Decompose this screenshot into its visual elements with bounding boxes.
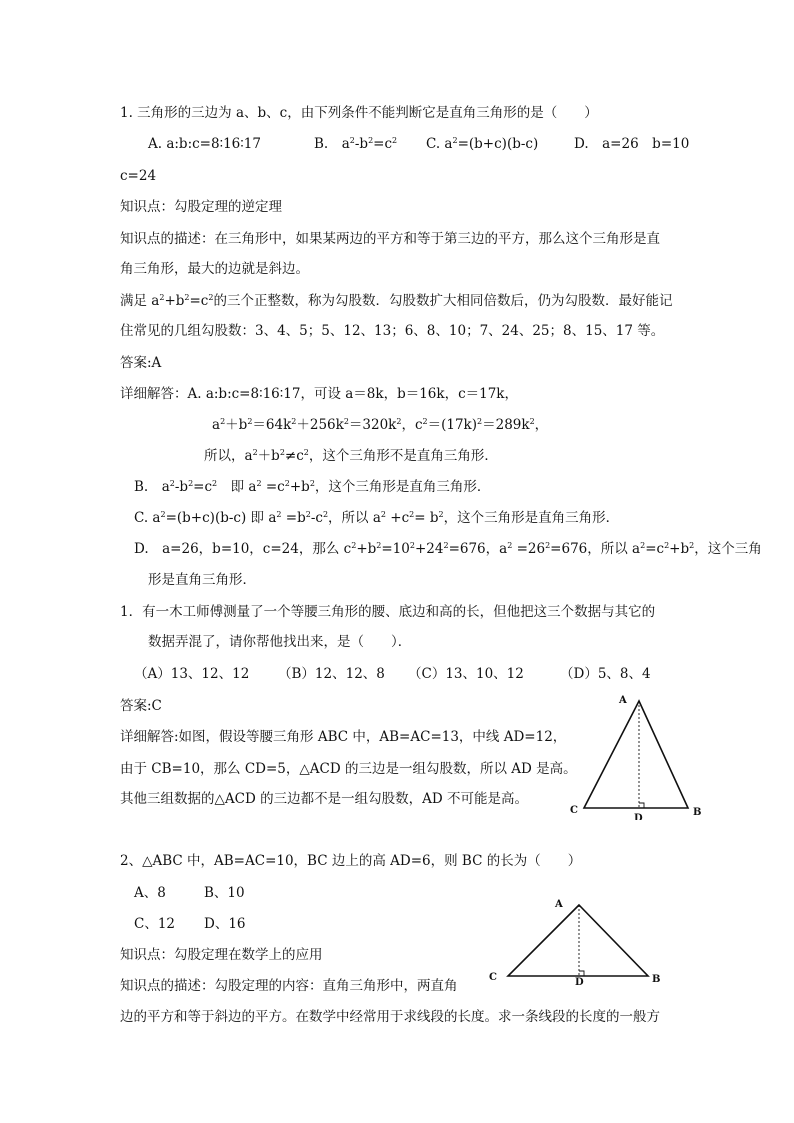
label-d-2: D [575,977,584,985]
q1-knowledge-point: 知识点：勾股定理的逆定理 [120,199,282,215]
q3-option-d: D、16 [204,916,246,932]
isosceles-triangle-figure-1 [560,688,710,820]
label-c-1: C [570,805,578,816]
q1-option-c: C. $a^2=(b+c)(b-c)$ [426,136,539,152]
q1-detail-line7: 形是直角三角形． [148,572,256,588]
q3-stem: 2、△ABC 中，AB=AC=10，BC 边上的高 AD=6，则 BC 的长为（ ） [120,853,582,869]
q1-detail-line1: 详细解答：A. a:b:c=8∶16∶17，可设 a＝8k，b＝16k，c＝17k， [120,386,518,402]
q1-detail-line2: $a^2+b^2=64k^2+256k^2=320k^2$，$c^2=(17k)^2=289k^2$， [212,417,549,433]
q2-option-d: （D）5、8、4 [560,666,651,682]
q2-answer: 答案:C [120,698,162,714]
q3-knowledge-point: 知识点：勾股定理在数学上的应用 [120,947,323,963]
q1-desc-line3: 满足 $a^2+b^2=c^2$的三个正整数，称为勾股数．勾股数扩大相同倍数后，仍为勾股数．最好能记 [120,293,673,309]
q1-desc-line2: 角三角形，最大的边就是斜边。 [120,261,309,277]
q2-stem-line2: 数据弄混了，请你帮他找出来，是（ ）． [148,634,412,650]
q3-desc-line1: 知识点的描述：勾股定理的内容：直角三角形中，两直角 [120,978,458,994]
q1-answer: 答案:A [120,355,162,371]
q1-desc-line4: 住常见的几组勾股数：3、4、5；5、12、13；6、8、10；7、24、25；8、15、17 等。 [120,323,665,339]
q1-option-b: B. $a^2-b^2=c^2$ [314,136,398,152]
q3-option-b: B、10 [204,885,245,901]
q1-detail-line4: B. $a^2-b^2=c^2$ 即 $a^2 =c^2+b^2$，这个三角形是直角三角形． [134,479,491,495]
q1-detail-line5: C. $a^2=(b+c)(b-c)$ 即 $a^2 =b^2-c^2$，所以 $a^2 +c^2= b^2$，这个三角形是直角三角形． [134,510,620,526]
q1-desc-line1: 知识点的描述：在三角形中，如果某两边的平方和等于第三边的平方，那么这个三角形是直 [120,231,660,247]
q1-option-d-cont: c=24 [120,168,157,184]
isosceles-triangle-figure-2 [484,893,674,985]
q3-option-c: C、12 [134,916,176,932]
label-b-1: B [693,807,702,818]
label-b-2: B [652,974,661,985]
q3-option-a: A、8 [134,885,166,901]
triangle-abc-1 [584,701,688,808]
q1-option-d: D. a=26 b=10 [574,136,690,152]
label-a-2: A [555,899,563,910]
q1-detail-line6: D. a=26，b=10，c=24，那么 $c^2+b^2=10^2+24^2=676$，$a^2 =26^2=676$，所以 $a^2=c^2+b^2$，这个三角 [134,541,762,557]
q2-detail-line3: 其他三组数据的△ACD 的三边都不是一组勾股数，AD 不可能是高。 [120,791,528,807]
q2-option-c: （C）13、10、12 [408,666,524,682]
label-a-1: A [619,695,627,706]
q2-detail-line2: 由于 CB=10，那么 CD=5，△ACD 的三边是一组勾股数，所以 AD 是高。 [120,761,577,777]
q1-stem: 1. 三角形的三边为 a、b、c，由下列条件不能判断它是直角三角形的是（ ） [120,105,598,121]
q2-stem-line1: 1．有一木工师傅测量了一个等腰三角形的腰、底边和高的长，但他把这三个数据与其它的 [120,604,656,620]
label-c-2: C [489,972,497,983]
q1-detail-line3: 所以，$a^2+b^2\ne c^2$，这个三角形不是直角三角形． [204,448,498,464]
triangle-abc-2 [508,905,648,976]
q2-detail-line1: 详细解答:如图，假设等腰三角形 ABC 中，AB=AC=13，中线 AD=12， [120,729,567,745]
q2-option-b: （B）12、12、8 [278,666,385,682]
q1-option-a: A. a:b:c=8∶16∶17 [148,136,261,152]
label-d-1: D [634,813,643,820]
q3-desc-line2: 边的平方和等于斜边的平方。在数学中经常用于求线段的长度。求一条线段的长度的一般方 [120,1009,660,1025]
q2-option-a: （A）13、12、12 [134,666,250,682]
